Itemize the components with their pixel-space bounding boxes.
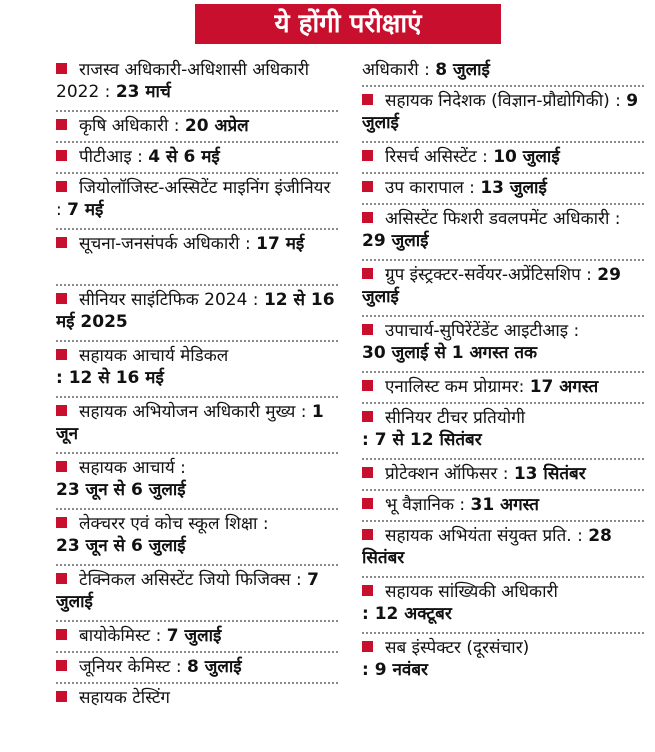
exam-date: 7 मई [67,200,104,220]
bullet-icon [362,268,373,279]
exam-date: 8 जुलाई [187,657,242,677]
exam-date: 29 जुलाई [362,231,429,251]
exam-date: : 7 से 12 सितंबर [362,430,482,450]
exam-label: एनालिस्ट कम प्रोग्रामर: [385,377,525,397]
exam-label: सहायक आचार्य मेडिकल [79,346,229,366]
list-item [362,578,644,634]
list-item [362,522,644,578]
bullet-icon [56,150,67,161]
bullet-icon [362,324,373,335]
exam-label: असिस्टेंट फिशरी डवलपमेंट अधिकारी : [385,209,621,229]
bullet-icon [56,293,67,304]
exam-label: सूचना-जनसंपर्क अधिकारी : [79,234,251,254]
bullet-icon [362,498,373,509]
exam-label: अधिकारी : [362,60,430,80]
bullet-icon [56,573,67,584]
exam-label: सहायक आचार्य : [79,458,186,478]
exam-label: लेक्चरर एवं कोच स्कूल शिक्षा : [79,514,269,534]
list-item [56,622,338,653]
list-item [362,143,644,174]
exam-date: 17 मई [256,234,305,254]
list-item [362,317,644,373]
exam-label: कृषि अधिकारी : [79,116,180,136]
list-item [362,373,644,404]
exam-label: भू वैज्ञानिक : [385,495,466,515]
list-item [56,342,338,398]
bullet-icon [56,349,67,360]
list-item [362,261,644,317]
exam-date: 30 जुलाई से 1 अगस्त तक [362,343,538,363]
exam-date: 29 जुलाई [362,265,621,307]
exam-label: राजस्व अधिकारी-अधिशासी अधिकारी 2022 : [56,60,310,102]
list-item [56,112,338,143]
exam-label: ग्रुप इंस्ट्रक्टर-सर्वेयर-अप्रेंटिसशिप : [385,265,592,285]
list-item [362,404,644,460]
list-item [56,454,338,510]
list-item [362,634,644,690]
bullet-icon [56,237,67,248]
bullet-icon [56,517,67,528]
list-item [56,286,338,342]
exam-label: पीटीआइ : [79,147,143,167]
exam-label: प्रोटेक्शन ऑफिसर : [385,464,509,484]
right-column [362,56,644,690]
list-item [56,510,338,566]
exam-date: : 9 नवंबर [362,660,429,680]
exam-label: सब इंस्पेक्टर (दूरसंचार) [385,638,530,658]
exam-date: 4 से 6 मई [148,147,220,167]
bullet-icon [362,150,373,161]
bullet-icon [56,461,67,472]
exam-date: 31 अगस्त [470,495,539,515]
bullet-icon [362,94,373,105]
exam-date: 10 जुलाई [493,147,560,167]
exam-date: 8 जुलाई [435,60,490,80]
bullet-icon [362,212,373,223]
list-item [362,491,644,522]
bullet-icon [56,660,67,671]
exam-date: 9 जुलाई [362,91,639,133]
exam-label: सहायक निदेशक (विज्ञान-प्रौद्योगिकी) : [385,91,621,111]
exam-date: : 12 से 16 मई [56,368,164,388]
exam-label: रिसर्च असिस्टेंट : [385,147,488,167]
list-item [362,87,644,143]
exam-label: टेक्निकल असिस्टेंट जियो फिजिक्स : [79,570,302,590]
exam-date: 28 सितंबर [362,526,612,568]
exam-date: : 12 अक्टूबर [362,604,452,624]
exam-label: जूनियर केमिस्ट : [79,657,182,677]
exam-date: 23 जून से 6 जुलाई [56,536,186,556]
list-item [56,230,338,286]
bullet-icon [362,585,373,596]
exam-date: 1 जून [56,402,324,444]
list-item [362,174,644,205]
exam-date: 12 से 16 मई 2025 [56,290,335,332]
list-item [362,56,644,87]
exam-label: सीनियर साइंटिफिक 2024 : [79,290,259,310]
list-item [56,566,338,622]
exam-date: 17 अगस्त [529,377,599,397]
left-column [56,56,338,715]
exam-label: उपाचार्य-सुपिरेंटेंडेंट आइटीआइ : [385,321,580,341]
exam-label: सहायक अभियंता संयुक्त प्रति. : [385,526,583,546]
bullet-icon [56,63,67,74]
exam-label: सहायक टेस्टिंग [79,688,170,708]
list-item [56,143,338,174]
list-item [56,653,338,684]
bullet-icon [362,181,373,192]
list-item [56,398,338,454]
bullet-icon [362,641,373,652]
list-item [362,460,644,491]
bullet-icon [56,181,67,192]
exam-date: 20 अप्रेल [184,116,249,136]
list-item [362,205,644,261]
exam-date: 23 मार्च [115,82,171,102]
bullet-icon [56,405,67,416]
bullet-icon [362,529,373,540]
exam-date: 7 जुलाई [56,570,319,612]
exam-date: 23 जून से 6 जुलाई [56,480,186,500]
bullet-icon [56,629,67,640]
page-title: ये होंगी परीक्षाएं [195,4,501,44]
exam-label: उप कारापाल : [385,178,475,198]
exam-label: सहायक अभियोजन अधिकारी मुख्य : [79,402,307,422]
exam-label: जियोलॉजिस्ट-अस्सिटेंट माइनिंग इंजीनियर : [56,178,331,220]
list-item [56,174,338,230]
exam-date: 7 जुलाई [166,626,222,646]
exam-label: सहायक सांख्यिकी अधिकारी [385,582,558,602]
bullet-icon [362,467,373,478]
bullet-icon [362,411,373,422]
list-item [56,684,338,715]
exam-date: 13 जुलाई [480,178,547,198]
bullet-icon [362,380,373,391]
bullet-icon [56,119,67,130]
exam-date: 13 सितंबर [513,464,586,484]
exam-label: सीनियर टीचर प्रतियोगी [385,408,526,428]
list-item [56,56,338,112]
bullet-icon [56,691,67,702]
exam-label: बायोकेमिस्ट : [79,626,162,646]
